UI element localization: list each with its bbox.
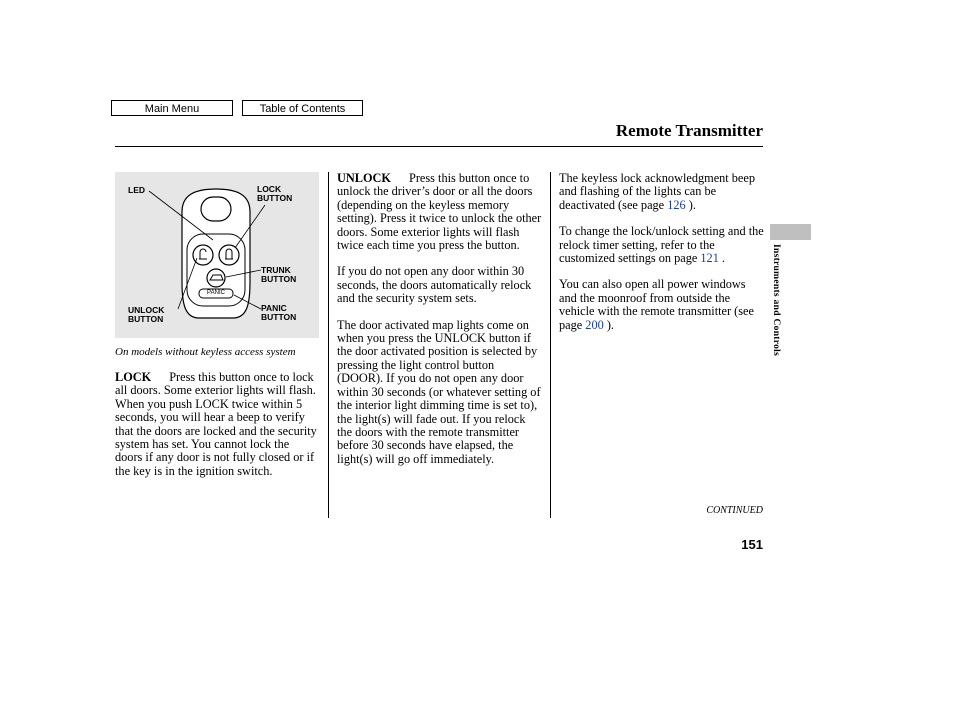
column-2 xyxy=(337,172,542,479)
column-3 xyxy=(559,172,764,345)
page-number: 151 xyxy=(741,537,763,552)
lock-description: Press this button once to lock all doors. Some exterior lights will flash. When you push LOCK twice within 5 seconds, you will hear a beep to verify that the doors are locked and the security system has set. You cannot lock the doors if any door is not fully closed or if the key is in the ignition switch. xyxy=(115,370,317,478)
continued-label: CONTINUED xyxy=(706,505,763,516)
unlock-button-shape xyxy=(193,245,213,265)
column-divider xyxy=(550,172,551,518)
unlock-button-label: UNLOCK BUTTON xyxy=(128,305,165,324)
unlock-keyword: UNLOCK xyxy=(337,171,391,185)
main-menu-button[interactable]: Main Menu xyxy=(111,100,233,116)
panic-button-label: PANIC BUTTON xyxy=(261,303,297,322)
section-tab xyxy=(770,224,811,240)
acknowledgment-paragraph: The keyless lock acknowledgment beep and flashing of the lights can be deactivated (see page 126 ). xyxy=(559,171,755,212)
title-rule xyxy=(115,146,763,147)
map-lights-paragraph: The door activated map lights come on when you press the UNLOCK button if the door activated position is selected by pressing the light control button (DOOR). If you do not open any door within 30 seconds (or whatever setting of the interior light dimming time is set to), the light(s) will fade out. If you relock the doors with the remote transmitter before 30 seconds have elapsed, the light(s) will go off immediately. xyxy=(337,317,541,466)
page-title: Remote Transmitter xyxy=(615,121,763,140)
trunk-button-label: TRUNK BUTTON xyxy=(261,265,297,284)
led-label: LED xyxy=(128,185,145,195)
page-link-126[interactable]: 126 xyxy=(667,197,686,212)
page-link-200[interactable]: 200 xyxy=(585,317,604,332)
lock-button-shape xyxy=(219,245,239,265)
column-divider xyxy=(328,172,329,518)
customized-settings-paragraph: To change the lock/unlock setting and the relock timer setting, refer to the customized settings on page 121 . xyxy=(559,224,764,266)
section-label: Instruments and Controls xyxy=(771,244,781,357)
relock-paragraph: If you do not open any door within 30 seconds, the doors automatically relock and the security system sets. xyxy=(337,264,532,306)
lock-button-label: LOCK BUTTON xyxy=(257,184,293,203)
lock-keyword: LOCK xyxy=(115,370,152,384)
column-1 xyxy=(115,371,317,491)
table-of-contents-button[interactable]: Table of Contents xyxy=(242,100,363,116)
power-windows-paragraph: You can also open all power windows and the moonroof from outside the vehicle with the remote transmitter (see page 200 ). xyxy=(559,277,754,332)
page-link-121[interactable]: 121 xyxy=(700,251,719,266)
unlock-description: Press this button once to unlock the driver’s door or all the doors (depending on the keyless memory setting). Press it twice to unlock the other doors. Some exterior lights will flash twice each time you press the button. xyxy=(337,171,542,253)
remote-transmitter-figure xyxy=(115,172,319,338)
figure-caption: On models without keyless access system xyxy=(115,346,296,358)
panic-key-text: PANIC xyxy=(207,290,225,296)
